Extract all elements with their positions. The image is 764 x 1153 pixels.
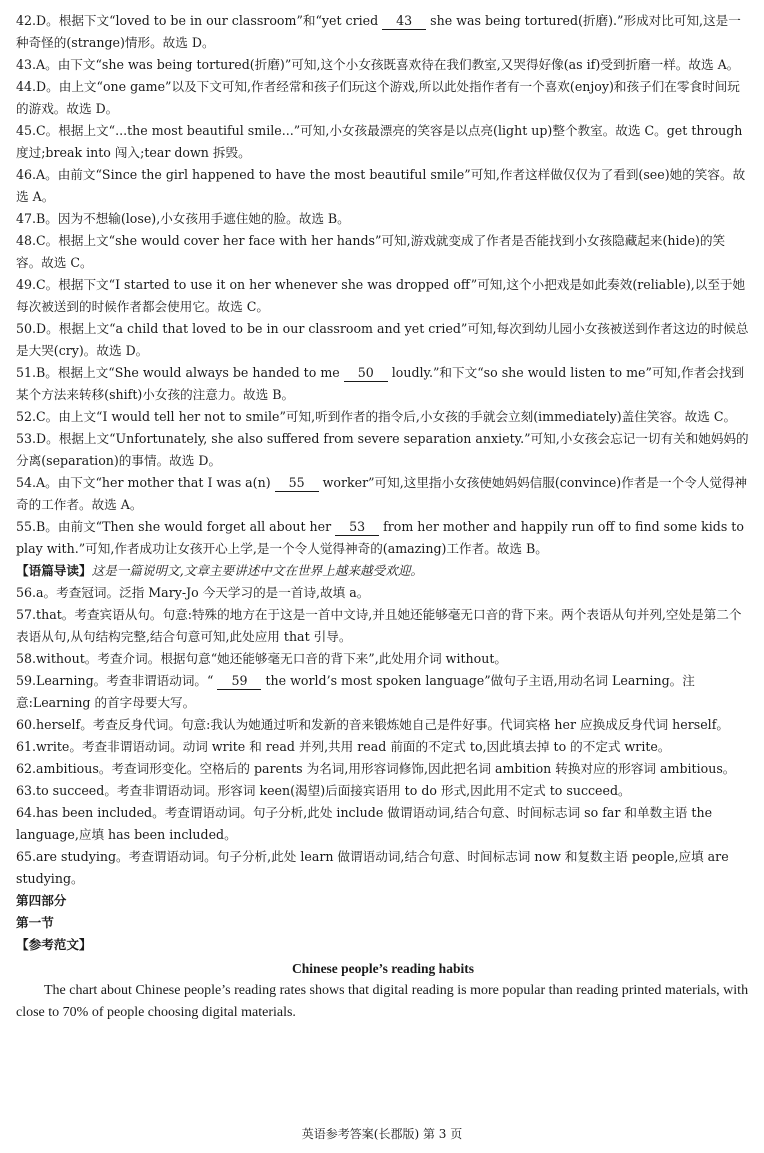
essay-paragraph: The chart about Chinese people’s reading rates shows that digital reading is more popular than reading printed materials, with close to 70% of people choosing digital materials. — [16, 983, 749, 1020]
answer-item: 57.that。考查宾语从句。句意:特殊的地方在于这是一首中文诗,并且她还能够毫无口音的背下来。两个表语从句并列,空处是第二个表语从句,从句结构完整,结合句意可知,此处应用 that 引导。 — [16, 607, 742, 644]
answer-text-before-blank: 42.D。根据下文“loved to be in our classroom”和“yet cried — [16, 13, 379, 28]
blank-number: 53 — [335, 519, 379, 536]
answer-item: 43.A。由下文“she was being tortured(折磨)”可知,这个小女孩既喜欢待在我们教室,又哭得好像(as if)受到折磨一样。故选 A。 — [16, 57, 740, 72]
answer-item: 53.D。根据上文“Unfortunately, she also suffered from severe separation anxiety.”可知,小女孩会忘记一切有关和她妈妈的分离(separation)的事情。故选 D。 — [16, 431, 749, 468]
sample-essay-label: 【参考范文】 — [16, 937, 92, 952]
guide-label: 【语篇导读】 — [16, 563, 92, 578]
answer-item — [16, 516, 750, 560]
blank-number: 59 — [217, 673, 261, 690]
answer-item: 63.to succeed。考查非谓语动词。形容词 keen(渴望)后面接宾语用 to do 形式,因此用不定式 to succeed。 — [16, 783, 631, 798]
answer-item: 44.D。由上文“one game”以及下文可知,作者经常和孩子们玩这个游戏,所以此处指作者有一个喜欢(enjoy)和孩子们在零食时间玩的游戏。故选 D。 — [16, 79, 740, 116]
answer-item — [16, 670, 750, 714]
part-heading: 第四部分 — [16, 893, 67, 908]
answer-text-before-blank: 54.A。由下文“her mother that I was a(n) — [16, 475, 271, 490]
page-footer: 英语参考答案(长郡版) 第 3 页 — [301, 1127, 463, 1141]
answer-text-before-blank: 55.B。由前文“Then she would forget all about her — [16, 519, 332, 534]
answer-item: 58.without。考查介词。根据句意“她还能够毫无口音的背下来”,此处用介词 without。 — [16, 651, 508, 666]
answer-item: 56.a。考查冠词。泛指 Mary-Jo 今天学习的是一首诗,故填 a。 — [16, 585, 370, 600]
answer-item: 50.D。根据上文“a child that loved to be in our classroom and yet cried”可知,每次到幼儿园小女孩被送到作者这边的时候总是大哭(cry)。故选 D。 — [16, 321, 749, 358]
answer-item — [16, 472, 750, 516]
answer-item: 61.write。考查非谓语动词。动词 write 和 read 并列,共用 read 前面的不定式 to,因此填去掉 to 的不定式 write。 — [16, 739, 671, 754]
passage-guide — [16, 560, 750, 582]
cloze-answers — [16, 10, 750, 560]
answer-item: 62.ambitious。考查词形变化。空格后的 parents 为名词,用形容词修饰,因此把名词 ambition 转换对应的形容词 ambitious。 — [16, 761, 736, 776]
answer-text-before-blank: 51.B。根据上文“She would always be handed to me — [16, 365, 340, 380]
essay-title: Chinese people’s reading habits — [292, 961, 474, 976]
answer-item: 46.A。由前文“Since the girl happened to have the most beautiful smile”可知,作者这样做仅仅为了看到(see)她的笑容。故选 A。 — [16, 167, 746, 204]
answer-text-after-blank: from her mother and happily run off to find some kids to play with.”可知,作者成功让女孩开心上学,是一个令人觉得神奇的(amazing)工作者。故选 B。 — [16, 519, 744, 556]
answer-item: 52.C。由上文“I would tell her not to smile”可知,听到作者的指令后,小女孩的手就会立刻(immediately)盖住笑容。故选 C。 — [16, 409, 737, 424]
blank-number: 50 — [344, 365, 388, 382]
answer-text-after-blank: the world’s most spoken language”做句子主语,用动名词 Learning。注意:Learning 的首字母要大写。 — [16, 673, 695, 710]
guide-text: 这是一篇说明文,文章主要讲述中文在世界上越来越受欢迎。 — [91, 563, 424, 578]
answer-item: 49.C。根据下文“I started to use it on her whenever she was dropped off”可知,这个小把戏是如此奏效(reliable),以至于她每次被送到的时候作者都会使用它。故选 C。 — [16, 277, 746, 314]
answer-item: 64.has been included。考查谓语动词。句子分析,此处 include 做谓语动词,结合句意、时间标志词 so far 和单数主语 the language,应填 has been included。 — [16, 805, 713, 842]
answer-item: 45.C。根据上文“...the most beautiful smile...”可知,小女孩最漂亮的笑容是以点亮(light up)整个教室。故选 C。get through 度过;break into 闯入;tear down 拆毁。 — [16, 123, 743, 160]
section-heading: 第一节 — [16, 915, 54, 930]
answer-item: 48.C。根据上文“she would cover her face with her hands”可知,游戏就变成了作者是否能找到小女孩隐藏起来(hide)的笑容。故选 C。 — [16, 233, 726, 270]
grammar-fill-answers — [16, 582, 750, 890]
answer-text-after-blank: worker”可知,这里指小女孩使她妈妈信服(convince)作者是一个令人觉得神奇的工作者。故选 A。 — [16, 475, 748, 512]
answer-text-before-blank: 59.Learning。考查非谓语动词。“ — [16, 673, 214, 688]
answer-item: 47.B。因为不想输(lose),小女孩用手遮住她的脸。故选 B。 — [16, 211, 350, 226]
answer-item — [16, 10, 750, 54]
answer-item: 65.are studying。考查谓语动词。句子分析,此处 learn 做谓语动词,结合句意、时间标志词 now 和复数主语 people,应填 are studying。 — [16, 849, 729, 886]
answer-item: 60.herself。考查反身代词。句意:我认为她通过听和发新的音来锻炼她自己是件好事。代词宾格 her 应换成反身代词 herself。 — [16, 717, 729, 732]
blank-number: 55 — [275, 475, 319, 492]
answer-item — [16, 362, 750, 406]
answer-text-after-blank: loudly.”和下文“so she would listen to me”可知,作者会找到某个方法来转移(shift)小女孩的注意力。故选 B。 — [16, 365, 745, 402]
blank-number: 43 — [382, 13, 426, 30]
answer-text-after-blank: she was being tortured(折磨).”形成对比可知,这是一种奇怪的(strange)情形。故选 D。 — [16, 13, 741, 50]
